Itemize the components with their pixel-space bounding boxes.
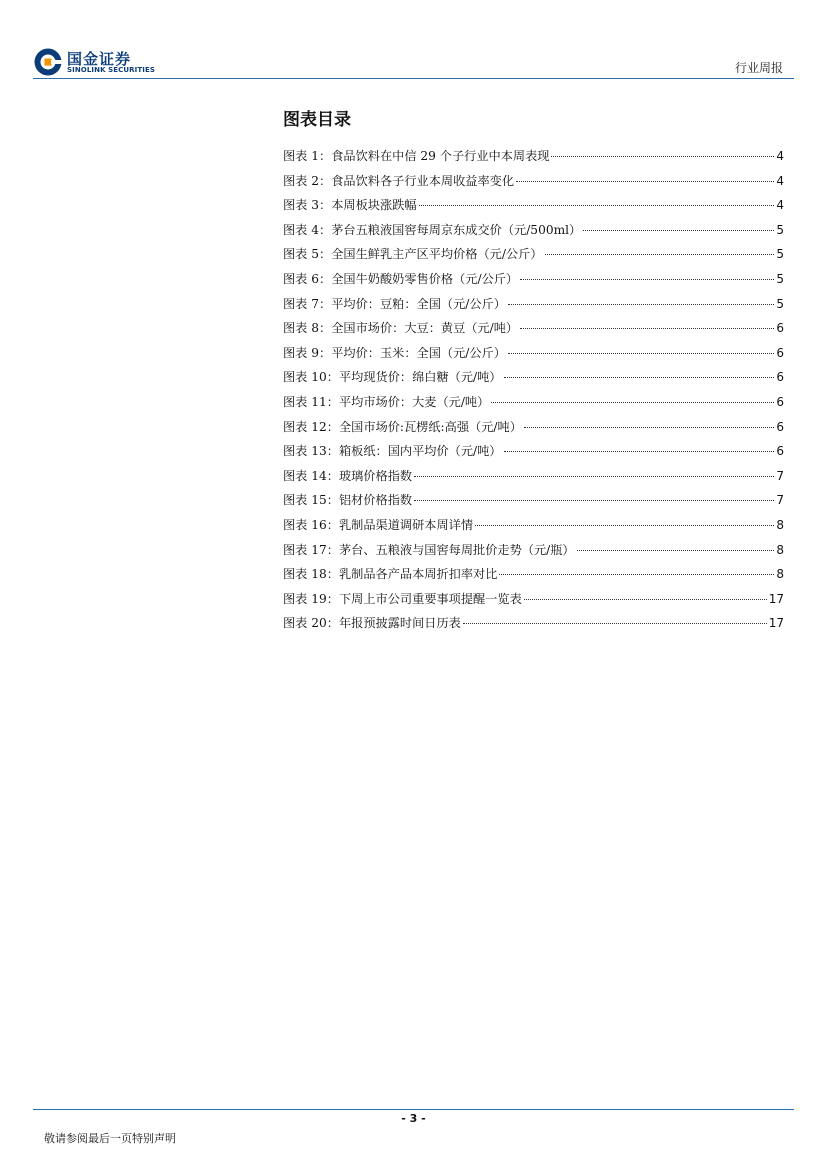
toc-leader-dots bbox=[516, 181, 774, 182]
toc-entry-label: 图表 16： bbox=[283, 517, 339, 532]
toc-entry-label: 图表 3： bbox=[283, 198, 332, 213]
disclaimer-note: 敬请参阅最后一页特别声明 bbox=[44, 1132, 176, 1145]
toc-entry[interactable] bbox=[283, 270, 784, 295]
toc-leader-dots bbox=[520, 279, 774, 280]
toc-entry-label: 图表 17： bbox=[283, 542, 339, 557]
toc-list bbox=[283, 147, 784, 639]
toc-leader-dots bbox=[508, 304, 774, 305]
toc-entry-page: 5 bbox=[776, 247, 784, 262]
toc-entry-page: 4 bbox=[776, 198, 784, 213]
toc-entry-page: 7 bbox=[776, 468, 784, 483]
toc-entry-label: 图表 1： bbox=[283, 149, 332, 163]
toc-leader-dots bbox=[414, 500, 774, 501]
toc-leader-dots bbox=[504, 451, 775, 452]
toc-entry-page: 5 bbox=[776, 271, 784, 286]
toc-entry-label: 图表 13： bbox=[283, 444, 339, 459]
toc-entry-title: 箱板纸：国内平均价（元/吨） bbox=[338, 444, 502, 459]
toc-entry[interactable] bbox=[283, 442, 784, 467]
toc-entry[interactable] bbox=[283, 344, 784, 369]
toc-leader-dots bbox=[520, 328, 774, 329]
toc-leader-dots bbox=[491, 402, 774, 403]
toc-entry[interactable] bbox=[283, 590, 784, 615]
toc-leader-dots bbox=[475, 525, 774, 526]
toc-entry-page: 5 bbox=[776, 296, 784, 311]
toc-entry-label: 图表 8： bbox=[283, 321, 332, 336]
toc-entry[interactable] bbox=[283, 541, 784, 566]
toc-entry[interactable] bbox=[283, 147, 784, 172]
toc-entry-label: 图表 2： bbox=[283, 173, 332, 188]
toc-leader-dots bbox=[414, 476, 774, 477]
toc-entry-title: 平均现货价：绵白糖（元/吨） bbox=[338, 370, 502, 385]
toc-entry-title: 全国牛奶酸奶零售价格（元/公斤） bbox=[331, 271, 519, 286]
toc-entry-title: 全国生鲜乳主产区平均价格（元/公斤） bbox=[331, 247, 543, 262]
toc-entry-title: 全国市场价：大豆：黄豆（元/吨） bbox=[331, 321, 519, 336]
toc-entry-title: 平均价：玉米：全国（元/公斤） bbox=[331, 345, 506, 360]
toc-entry-label: 图表 4： bbox=[283, 222, 332, 237]
toc-entry-title: 年报预披露时间日历表 bbox=[338, 616, 461, 631]
toc-entry-label: 图表 14： bbox=[283, 468, 339, 483]
toc-entry[interactable] bbox=[283, 172, 784, 197]
toc-entry-title: 本周板块涨跌幅 bbox=[331, 198, 417, 213]
toc-entry[interactable] bbox=[283, 196, 784, 221]
company-logo bbox=[33, 47, 153, 79]
page-number: - 3 - bbox=[401, 1112, 426, 1125]
toc-entry-title: 乳制品渠道调研本周详情 bbox=[338, 517, 474, 532]
toc-entry-page: 6 bbox=[776, 345, 784, 360]
toc-entry-label: 图表 9： bbox=[283, 345, 332, 360]
toc-leader-dots bbox=[551, 156, 774, 157]
toc-entry-page: 6 bbox=[776, 321, 784, 336]
toc-entry[interactable] bbox=[283, 245, 784, 270]
sinolink-logo-icon bbox=[33, 47, 63, 77]
toc-entry[interactable] bbox=[283, 418, 784, 443]
toc-entry-label: 图表 12： bbox=[283, 419, 339, 434]
toc-entry-label: 图表 5： bbox=[283, 247, 332, 262]
toc-leader-dots bbox=[508, 353, 774, 354]
toc-entry[interactable] bbox=[283, 467, 784, 492]
toc-entry-page: 5 bbox=[776, 222, 784, 237]
table-of-figures bbox=[283, 108, 784, 639]
logo-chinese-name: 国金证券 bbox=[67, 50, 132, 68]
toc-leader-dots bbox=[463, 623, 767, 624]
toc-entry-label: 图表 18： bbox=[283, 567, 339, 582]
header-divider bbox=[33, 78, 794, 79]
toc-entry-page: 4 bbox=[776, 149, 784, 163]
toc-entry-title: 食品饮料各子行业本周收益率变化 bbox=[331, 173, 515, 188]
toc-title: 图表目录 bbox=[283, 110, 351, 130]
toc-entry-title: 全国市场价:瓦楞纸:高强（元/吨） bbox=[338, 419, 522, 434]
toc-entry-page: 8 bbox=[776, 567, 784, 582]
toc-entry-page: 8 bbox=[776, 542, 784, 557]
footer-divider bbox=[33, 1109, 794, 1110]
toc-entry[interactable] bbox=[283, 295, 784, 320]
toc-leader-dots bbox=[499, 574, 774, 575]
toc-leader-dots bbox=[577, 550, 775, 551]
toc-entry[interactable] bbox=[283, 319, 784, 344]
toc-entry-label: 图表 6： bbox=[283, 271, 332, 286]
toc-entry[interactable] bbox=[283, 614, 784, 639]
toc-entry[interactable] bbox=[283, 516, 784, 541]
toc-entry-title: 平均市场价：大麦（元/吨） bbox=[338, 394, 490, 409]
toc-entry[interactable] bbox=[283, 393, 784, 418]
toc-entry-label: 图表 11： bbox=[283, 394, 339, 409]
toc-leader-dots bbox=[524, 599, 767, 600]
toc-entry-label: 图表 10： bbox=[283, 370, 339, 385]
report-type: 行业周报 bbox=[734, 61, 783, 75]
toc-entry-title: 乳制品各产品本周折扣率对比 bbox=[338, 567, 498, 582]
logo-english-name: SINOLINK SECURITIES bbox=[67, 66, 155, 74]
toc-entry-label: 图表 7： bbox=[283, 296, 332, 311]
toc-entry-page: 6 bbox=[776, 394, 784, 409]
toc-leader-dots bbox=[545, 254, 775, 255]
toc-entry-title: 食品饮料在中信 29 个子行业中本周表现 bbox=[331, 149, 550, 163]
toc-entry-title: 铝材价格指数 bbox=[338, 493, 413, 508]
toc-entry-page: 7 bbox=[776, 493, 784, 508]
toc-entry-title: 茅台、五粮液与国窖每周批价走势（元/瓶） bbox=[338, 542, 575, 557]
toc-entry-page: 6 bbox=[776, 370, 784, 385]
toc-entry[interactable] bbox=[283, 565, 784, 590]
toc-entry-title: 下周上市公司重要事项提醒一览表 bbox=[338, 591, 522, 606]
toc-leader-dots bbox=[524, 427, 774, 428]
toc-entry[interactable] bbox=[283, 221, 784, 246]
toc-entry-title: 茅台五粮液国窖每周京东成交价（元/500ml） bbox=[331, 222, 582, 237]
toc-leader-dots bbox=[419, 205, 775, 206]
toc-entry-title: 平均价：豆粕：全国（元/公斤） bbox=[331, 296, 506, 311]
toc-entry-page: 17 bbox=[768, 591, 784, 606]
toc-leader-dots bbox=[504, 377, 775, 378]
toc-entry[interactable] bbox=[283, 491, 784, 516]
toc-entry-label: 图表 20： bbox=[283, 616, 339, 631]
toc-entry[interactable] bbox=[283, 368, 784, 393]
toc-entry-label: 图表 19： bbox=[283, 591, 339, 606]
toc-entry-page: 6 bbox=[776, 444, 784, 459]
toc-entry-page: 6 bbox=[776, 419, 784, 434]
toc-entry-page: 8 bbox=[776, 517, 784, 532]
toc-entry-title: 玻璃价格指数 bbox=[338, 468, 413, 483]
toc-entry-page: 4 bbox=[776, 173, 784, 188]
toc-leader-dots bbox=[583, 230, 774, 231]
toc-entry-label: 图表 15： bbox=[283, 493, 339, 508]
toc-entry-page: 17 bbox=[768, 616, 784, 631]
